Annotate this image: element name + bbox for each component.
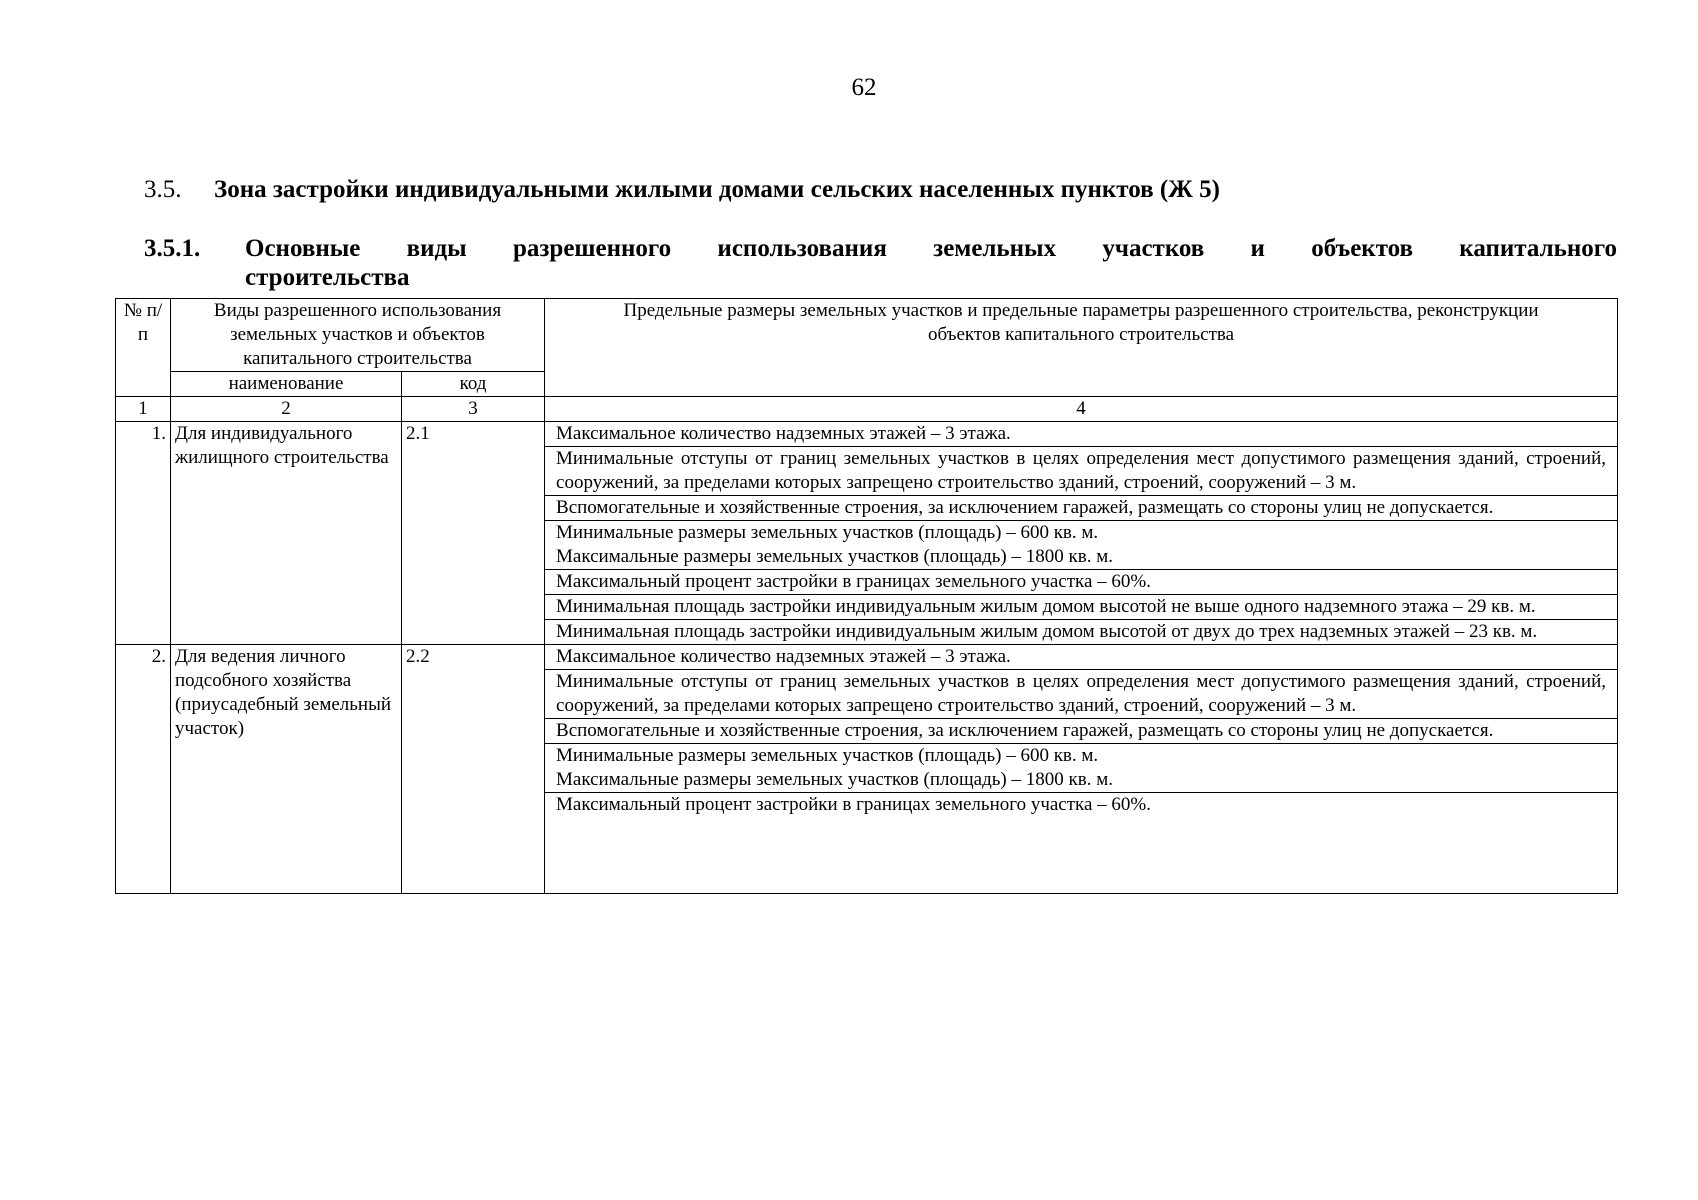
table-row <box>116 422 1618 447</box>
requirement: Минимальные размеры земельных участков (площадь) – 600 кв. м. <box>556 522 1099 543</box>
section-heading <box>144 176 1220 204</box>
requirement-pair <box>545 744 1618 793</box>
column-number: 4 <box>545 397 1618 422</box>
row-number: 2. <box>116 645 171 894</box>
column-numbers-row <box>116 397 1618 422</box>
row-number: 1. <box>116 422 171 645</box>
section-title: Зона застройки индивидуальными жилыми домами сельских населенных пунктов (Ж 5) <box>214 176 1220 203</box>
requirement-pair <box>545 521 1618 570</box>
requirement: Максимальные размеры земельных участков (площадь) – 1800 кв. м. <box>556 769 1113 790</box>
column-number: 1 <box>116 397 171 422</box>
header-name: наименование <box>171 372 402 397</box>
requirement: Максимальный процент застройки в границах земельного участка – 60%. <box>545 570 1618 595</box>
requirement: Минимальные размеры земельных участков (площадь) – 600 кв. м. <box>556 745 1099 766</box>
table-row <box>116 645 1618 670</box>
section-number: 3.5. <box>144 176 182 203</box>
requirement: Максимальное количество надземных этажей – 3 этажа. <box>545 645 1618 670</box>
requirement: Вспомогательные и хозяйственные строения, за исключением гаражей, размещать со стороны улиц не допускается. <box>545 496 1618 521</box>
subsection-title-line1: Основные виды разрешенного использования земельных участков и объектов капитального <box>245 235 1617 262</box>
permitted-use-table <box>115 298 1618 894</box>
subsection-title-line2: строительства <box>245 264 410 291</box>
requirement: Минимальные отступы от границ земельных участков в целях определения мест допустимого размещения зданий, строений, сооружений, за пределами которых запрещено строительство зданий, строений, сооружений – 3 м. <box>545 670 1618 719</box>
requirement: Минимальная площадь застройки индивидуальным жилым домом высотой от двух до трех надземных этажей – 23 кв. м. <box>545 620 1618 645</box>
use-code: 2.1 <box>402 422 545 645</box>
requirement: Минимальные отступы от границ земельных участков в целях определения мест допустимого размещения зданий, строений, сооружений, за пределами которых запрещено строительство зданий, строений, сооружений – 3 м. <box>545 447 1618 496</box>
table-header-row <box>116 299 1618 372</box>
requirement: Максимальные размеры земельных участков (площадь) – 1800 кв. м. <box>556 546 1113 567</box>
page-number: 62 <box>851 74 877 101</box>
requirement: Минимальная площадь застройки индивидуальным жилым домом высотой не выше одного надземного этажа – 29 кв. м. <box>545 595 1618 620</box>
use-name: Для ведения личного подсобного хозяйства (приусадебный земельный участок) <box>171 645 402 894</box>
requirement: Вспомогательные и хозяйственные строения, за исключением гаражей, размещать со стороны улиц не допускается. <box>545 719 1618 744</box>
requirement: Максимальное количество надземных этажей – 3 этажа. <box>545 422 1618 447</box>
subsection-number: 3.5.1. <box>144 235 201 262</box>
header-permitted-types: Виды разрешенного использования земельных участков и объектов капитального строительства <box>171 299 545 372</box>
header-code: код <box>402 372 545 397</box>
header-number: № п/п <box>116 299 171 397</box>
use-name: Для индивидуального жилищного строительства <box>171 422 402 645</box>
header-parameters: Предельные размеры земельных участков и предельные параметры разрешенного строительства, реконструкции объектов капитального строительства <box>545 299 1618 397</box>
requirement: Максимальный процент застройки в границах земельного участка – 60%. <box>545 793 1618 894</box>
subsection-heading <box>144 234 1617 292</box>
column-number: 3 <box>402 397 545 422</box>
use-code: 2.2 <box>402 645 545 894</box>
column-number: 2 <box>171 397 402 422</box>
